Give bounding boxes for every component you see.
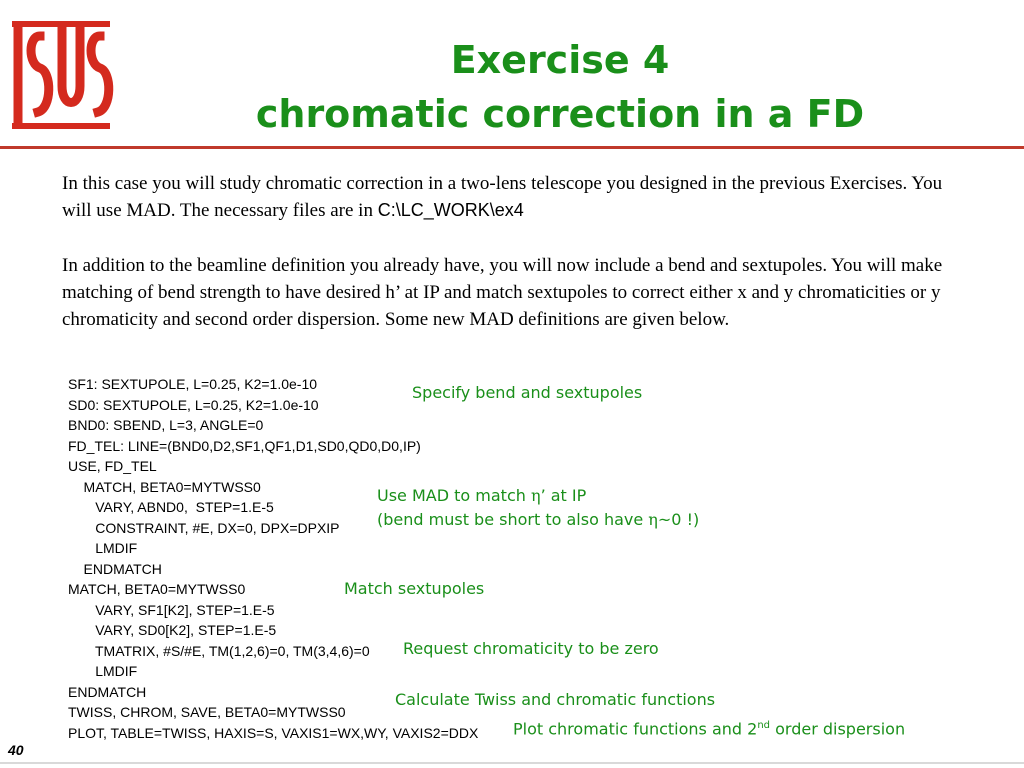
code-line: SD0: SEXTUPOLE, L=0.25, K2=1.0e-10 [68,396,319,413]
annotation-text: order dispersion [770,719,906,739]
slide-title-line1: Exercise 4 [450,38,670,82]
intro-text: In this case you will study chromatic correction in a two-lens telescope you designed in the previous Exercises. You will use MAD. The necessary files are in [62,173,943,221]
code-line: TMATRIX, #S/#E, TM(1,2,6)=0, TM(3,4,6)=0 [68,642,370,659]
eta-symbol: η [530,486,541,505]
ordinal-suffix: nd [757,720,771,731]
annotation-match-sextupoles: Match sextupoles [344,579,485,598]
code-line: FD_TEL: LINE=(BND0,D2,SF1,QF1,D1,SD0,QD0,D0,IP) [68,437,421,454]
code-line: LMDIF [68,663,138,679]
code-line: MATCH, BETA0=MYTWSS0 [68,581,246,597]
title-divider [0,146,1024,149]
annotation-text: (bend must be short to also have [377,510,649,529]
annotation-match-eta [377,484,586,508]
annotation-bend-short [377,508,699,532]
code-line: MATCH, BETA0=MYTWSS0 [68,478,261,495]
annotation-calculate-twiss: Calculate Twiss and chromatic functions [395,690,716,709]
uspas-logo-graphic [10,16,114,134]
annotation-request-chromaticity: Request chromaticity to be zero [403,639,659,658]
code-line: VARY, ABND0, STEP=1.E-5 [68,499,274,515]
code-line: TWISS, CHROM, SAVE, BETA0=MYTWSS0 [68,704,346,720]
code-line: CONSTRAINT, #E, DX=0, DPX=DPXIP [68,519,340,536]
instructions-paragraph: In addition to the beamline definition you already have, you will now include a bend and sextupoles. You will make matching of bend strength to have desired h’ at IP and match sextupoles to correct either x and y chromaticities or y chromaticity and second order dispersion. Some new MAD definitions are given below. [62,255,943,330]
code-line: SF1: SEXTUPOLE, L=0.25, K2=1.0e-10 [68,376,318,392]
code-line: ENDMATCH [68,683,147,700]
code-line: PLOT, TABLE=TWISS, HAXIS=S, VAXIS1=WX,WY, VAXIS2=DDX [68,724,479,741]
annotation-specify-bend: Specify bend and sextupoles [412,383,643,402]
slide-title-line2: chromatic correction in a FD [255,92,865,136]
code-line: BND0: SBEND, L=3, ANGLE=0 [68,417,264,433]
annotation-text: ’ at IP [540,486,587,505]
annotation-text: ~0 !) [657,510,700,529]
code-line: LMDIF [68,540,138,556]
code-line: ENDMATCH [68,560,162,577]
footer-line [0,762,1024,764]
work-path: C:\LC_WORK\ex4 [377,200,524,220]
code-line: USE, FD_TEL [68,458,157,474]
annotation-plot-chromatic [513,714,905,741]
code-line: VARY, SF1[K2], STEP=1.E-5 [68,601,275,618]
eta-symbol: η [648,510,658,529]
uspas-logo [10,16,114,134]
code-line: VARY, SD0[K2], STEP=1.E-5 [68,622,277,638]
annotation-text: Use MAD to match [377,486,531,505]
page-number: 40 [8,742,24,758]
intro-paragraph [62,170,962,224]
annotation-text: Plot chromatic functions and 2 [513,719,758,739]
